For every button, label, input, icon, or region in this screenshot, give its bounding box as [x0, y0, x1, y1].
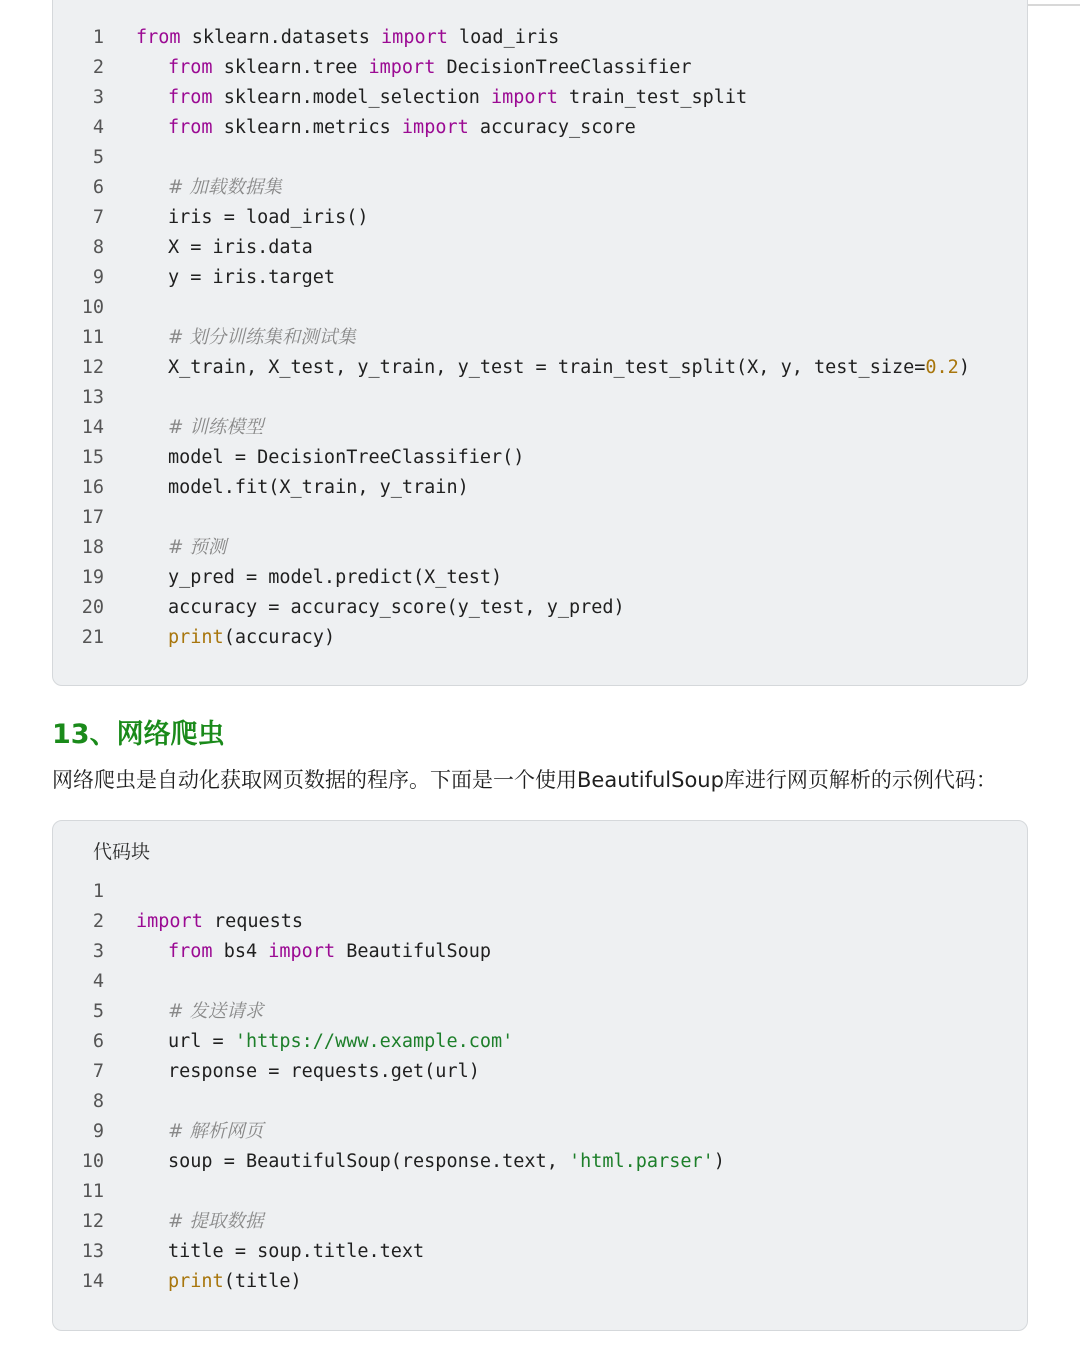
- code-line: [53, 83, 1027, 113]
- code-text: [168, 413, 263, 443]
- line-number: 18: [81, 537, 104, 558]
- line-number: 9: [92, 1121, 104, 1142]
- code-line: [53, 53, 1027, 83]
- code-token: 'html.parser': [568, 1151, 714, 1172]
- code-token: from: [168, 117, 213, 138]
- code-line: [53, 533, 1027, 563]
- code-text: [168, 263, 335, 293]
- code-line: [53, 173, 1027, 203]
- code-line: [53, 353, 1027, 383]
- code-token: bs4: [212, 941, 269, 962]
- code-text: [168, 533, 226, 563]
- code-token: import: [136, 911, 203, 932]
- code-token: 'https://www.example.com': [234, 1031, 514, 1052]
- code-token: y_pred = model.predict(X_test): [168, 567, 503, 588]
- code-text: [168, 83, 747, 113]
- code-text: [168, 1147, 725, 1177]
- code-comment: # 解析网页: [168, 1121, 264, 1142]
- code-text: [168, 1057, 480, 1087]
- line-number: 13: [81, 1241, 104, 1262]
- code-token: (accuracy): [223, 627, 336, 648]
- line-number: 6: [92, 1031, 104, 1052]
- line-number: 13: [81, 387, 104, 408]
- code-comment: # 训练模型: [168, 417, 264, 438]
- line-number: 20: [81, 597, 104, 618]
- code-text: [168, 997, 263, 1027]
- line-number: 8: [92, 237, 104, 258]
- line-number: 10: [81, 297, 104, 318]
- code-token: ): [713, 1151, 725, 1172]
- code-block-title: 代码块: [93, 841, 151, 863]
- code-line: [53, 997, 1027, 1027]
- code-line: [53, 293, 1027, 323]
- code-text: [168, 443, 524, 473]
- code-line: [53, 1207, 1027, 1237]
- code-token: sklearn.tree: [212, 57, 369, 78]
- code-line: [53, 473, 1027, 503]
- code-comment: # 预测: [168, 537, 227, 558]
- code-token: import: [268, 941, 336, 962]
- line-number: 12: [81, 1211, 104, 1232]
- code-line: [53, 1057, 1027, 1087]
- code-token: import: [381, 27, 448, 48]
- code-line: [53, 907, 1027, 937]
- code-text: [168, 53, 692, 83]
- code-line: [53, 503, 1027, 533]
- code-line: [53, 323, 1027, 353]
- code-text: [168, 233, 313, 263]
- code-token: 0.2: [925, 357, 959, 378]
- code-text: [168, 593, 625, 623]
- code-token: sklearn.metrics: [212, 117, 402, 138]
- code-token: response = requests.get(url): [168, 1061, 480, 1082]
- line-number: 8: [92, 1091, 104, 1112]
- code-token: DecisionTreeClassifier: [435, 57, 692, 78]
- code-line: [53, 563, 1027, 593]
- code-text: [168, 113, 636, 143]
- line-number: 2: [92, 57, 104, 78]
- code-line: [53, 937, 1027, 967]
- code-text: [168, 937, 491, 967]
- code-line: [53, 23, 1027, 53]
- line-number: 7: [92, 1061, 104, 1082]
- line-number: 14: [81, 1271, 104, 1292]
- code-text: [168, 173, 282, 203]
- code-line: [53, 1117, 1027, 1147]
- line-number: 10: [81, 1151, 104, 1172]
- code-token: print: [168, 627, 224, 648]
- code-text: [168, 1237, 424, 1267]
- code-lines: [53, 23, 1027, 653]
- code-token: y = iris.target: [168, 267, 336, 288]
- code-line: [53, 623, 1027, 653]
- code-token: load_iris: [447, 27, 560, 48]
- code-block-scraper[interactable]: [52, 820, 1028, 1331]
- code-comment: # 发送请求: [168, 1001, 264, 1022]
- code-comment: # 划分训练集和测试集: [168, 327, 356, 348]
- code-line: [53, 443, 1027, 473]
- code-text: [168, 353, 970, 383]
- line-number: 21: [81, 627, 104, 648]
- code-token: requests: [202, 911, 304, 932]
- code-token: accuracy_score: [468, 117, 636, 138]
- code-line: [53, 143, 1027, 173]
- code-line: [53, 967, 1027, 997]
- code-line: [53, 1237, 1027, 1267]
- code-token: print: [168, 1271, 224, 1292]
- code-token: from: [168, 87, 213, 108]
- code-token: soup = BeautifulSoup(response.text,: [168, 1151, 569, 1172]
- code-line: [53, 1177, 1027, 1207]
- code-line: [53, 1027, 1027, 1057]
- code-token: (title): [223, 1271, 302, 1292]
- code-text: [168, 473, 469, 503]
- line-number: 5: [92, 1001, 104, 1022]
- line-number: 2: [92, 911, 104, 932]
- code-token: import: [368, 57, 436, 78]
- line-number: 3: [92, 941, 104, 962]
- code-line: [53, 383, 1027, 413]
- code-text: [168, 203, 368, 233]
- code-line: [53, 113, 1027, 143]
- section-paragraph: 网络爬虫是自动化获取网页数据的程序。下面是一个使用BeautifulSoup库进行网页解析的示例代码：: [52, 768, 997, 792]
- code-token: import: [491, 87, 558, 108]
- code-token: from: [168, 941, 213, 962]
- line-number: 4: [92, 117, 104, 138]
- code-token: X = iris.data: [168, 237, 313, 258]
- code-token: model = DecisionTreeClassifier(): [168, 447, 525, 468]
- line-number: 15: [81, 447, 104, 468]
- line-number: 16: [81, 477, 104, 498]
- line-number: 12: [81, 357, 104, 378]
- code-text: [168, 323, 356, 353]
- code-text: [168, 1117, 263, 1147]
- code-text: [168, 563, 502, 593]
- code-text: [136, 23, 559, 53]
- code-text: [168, 623, 335, 653]
- line-number: 4: [92, 971, 104, 992]
- code-token: train_test_split: [557, 87, 748, 108]
- code-token: iris = load_iris(): [168, 207, 369, 228]
- code-token: sklearn.model_selection: [212, 87, 492, 108]
- code-line: [53, 1147, 1027, 1177]
- line-number: 11: [81, 1181, 104, 1202]
- code-token: from: [136, 27, 181, 48]
- line-number: 1: [92, 27, 104, 48]
- line-number: 7: [92, 207, 104, 228]
- line-number: 6: [92, 177, 104, 198]
- code-lines: [53, 877, 1027, 1297]
- code-text: [168, 1267, 302, 1297]
- line-number: 5: [92, 147, 104, 168]
- code-token: ): [958, 357, 970, 378]
- line-number: 9: [92, 267, 104, 288]
- line-number: 3: [92, 87, 104, 108]
- code-text: [168, 1207, 263, 1237]
- code-comment: # 提取数据: [168, 1211, 264, 1232]
- code-line: [53, 263, 1027, 293]
- code-line: [53, 203, 1027, 233]
- code-line: [53, 593, 1027, 623]
- code-line: [53, 1267, 1027, 1297]
- code-text: [136, 907, 303, 937]
- code-text: [168, 1027, 513, 1057]
- code-comment: # 加载数据集: [168, 177, 282, 198]
- code-token: from: [168, 57, 213, 78]
- section-heading: 13、网络爬虫: [52, 719, 225, 750]
- code-line: [53, 1087, 1027, 1117]
- code-token: BeautifulSoup: [335, 941, 492, 962]
- code-token: url =: [168, 1031, 235, 1052]
- code-line: [53, 877, 1027, 907]
- code-line: [53, 413, 1027, 443]
- line-number: 11: [81, 327, 104, 348]
- line-number: 19: [81, 567, 104, 588]
- code-token: model.fit(X_train, y_train): [168, 477, 469, 498]
- code-token: sklearn.datasets: [180, 27, 382, 48]
- code-line: [53, 233, 1027, 263]
- line-number: 14: [81, 417, 104, 438]
- code-block-sklearn[interactable]: [52, 0, 1028, 686]
- code-token: X_train, X_test, y_train, y_test = train_test_split(X, y, test_size=: [168, 357, 926, 378]
- line-number: 1: [92, 881, 104, 902]
- line-number: 17: [81, 507, 104, 528]
- code-token: import: [401, 117, 469, 138]
- code-token: title = soup.title.text: [168, 1241, 425, 1262]
- code-token: accuracy = accuracy_score(y_test, y_pred): [168, 597, 625, 618]
